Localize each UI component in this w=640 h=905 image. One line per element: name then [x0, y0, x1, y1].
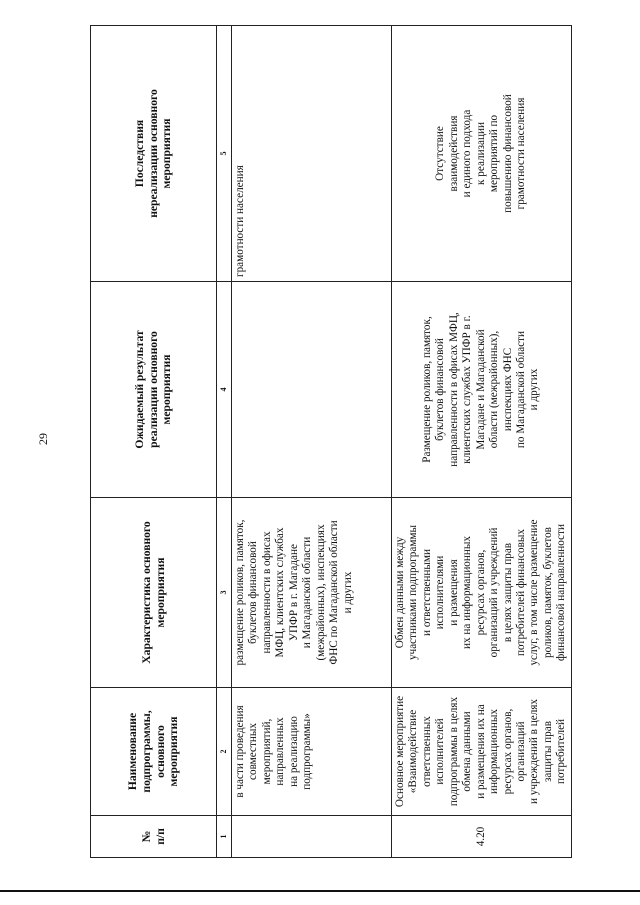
header-consequences: Последствия нереализации основного мероприятия	[91, 26, 217, 282]
column-number: 4	[217, 282, 232, 498]
row-consequences-cell: грамотности населения	[232, 26, 392, 282]
column-number: 3	[217, 498, 232, 688]
header-name: Наименование подпрограммы, основного мероприятия	[91, 688, 217, 816]
row-expected-result-cell	[232, 282, 392, 498]
program-measures-table	[90, 25, 572, 858]
row-number-cell	[232, 816, 392, 858]
scan-edge-rule	[0, 890, 640, 892]
row-name-cell: Основное мероприятие «Взаимодействие ответственных исполнителей подпрограммы в целях обмена данными и размещения их на информационных ресурсах органов, организаций и учреждений в целях защиты прав потребителей	[392, 688, 572, 816]
header-characteristic: Характеристика основного мероприятия	[91, 498, 217, 688]
page-number: 29	[36, 433, 50, 445]
column-number: 5	[217, 26, 232, 282]
row-characteristic-cell: размещение роликов, памяток, буклетов финансовой направленности в офисах МФЦ, клиентских службах УПФР в г. Магадане и Магаданской области (межрайонных), инспекциях ФНС по Магаданской области и других	[232, 498, 392, 688]
rotated-table-container	[90, 26, 568, 858]
header-expected-result: Ожидаемый результат реализации основного мероприятия	[91, 282, 217, 498]
column-number-row	[217, 26, 232, 858]
row-consequences-cell: Отсутствие взаимодействия и единого подхода к реализации мероприятий по повышению финансовой грамотности населения	[392, 26, 572, 282]
column-number: 1	[217, 816, 232, 858]
table-row	[232, 26, 392, 858]
row-characteristic-cell: Обмен данными между участниками подпрограммы и ответственными исполнителями и размещения их на информационных ресурсах органов, организаций и учреждений в целях защиты прав потребителей финансовых услуг, в том числе размещение роликов, памяток, буклетов финансовой направленности	[392, 498, 572, 688]
header-number: № п/п	[91, 816, 217, 858]
column-number: 2	[217, 688, 232, 816]
row-number-cell: 4.20	[392, 816, 572, 858]
row-expected-result-cell: Размещение роликов, памяток, буклетов финансовой направленности в офисах МФЦ, клиентских службах УПФР в г. Магадане и Магаданской области (межрайонных), инспекциях ФНС по Магаданской области и других	[392, 282, 572, 498]
row-name-cell: в части проведения совместных мероприятий, направленных на реализацию подпрограммы»	[232, 688, 392, 816]
table-row	[392, 26, 572, 858]
header-row	[91, 26, 217, 858]
